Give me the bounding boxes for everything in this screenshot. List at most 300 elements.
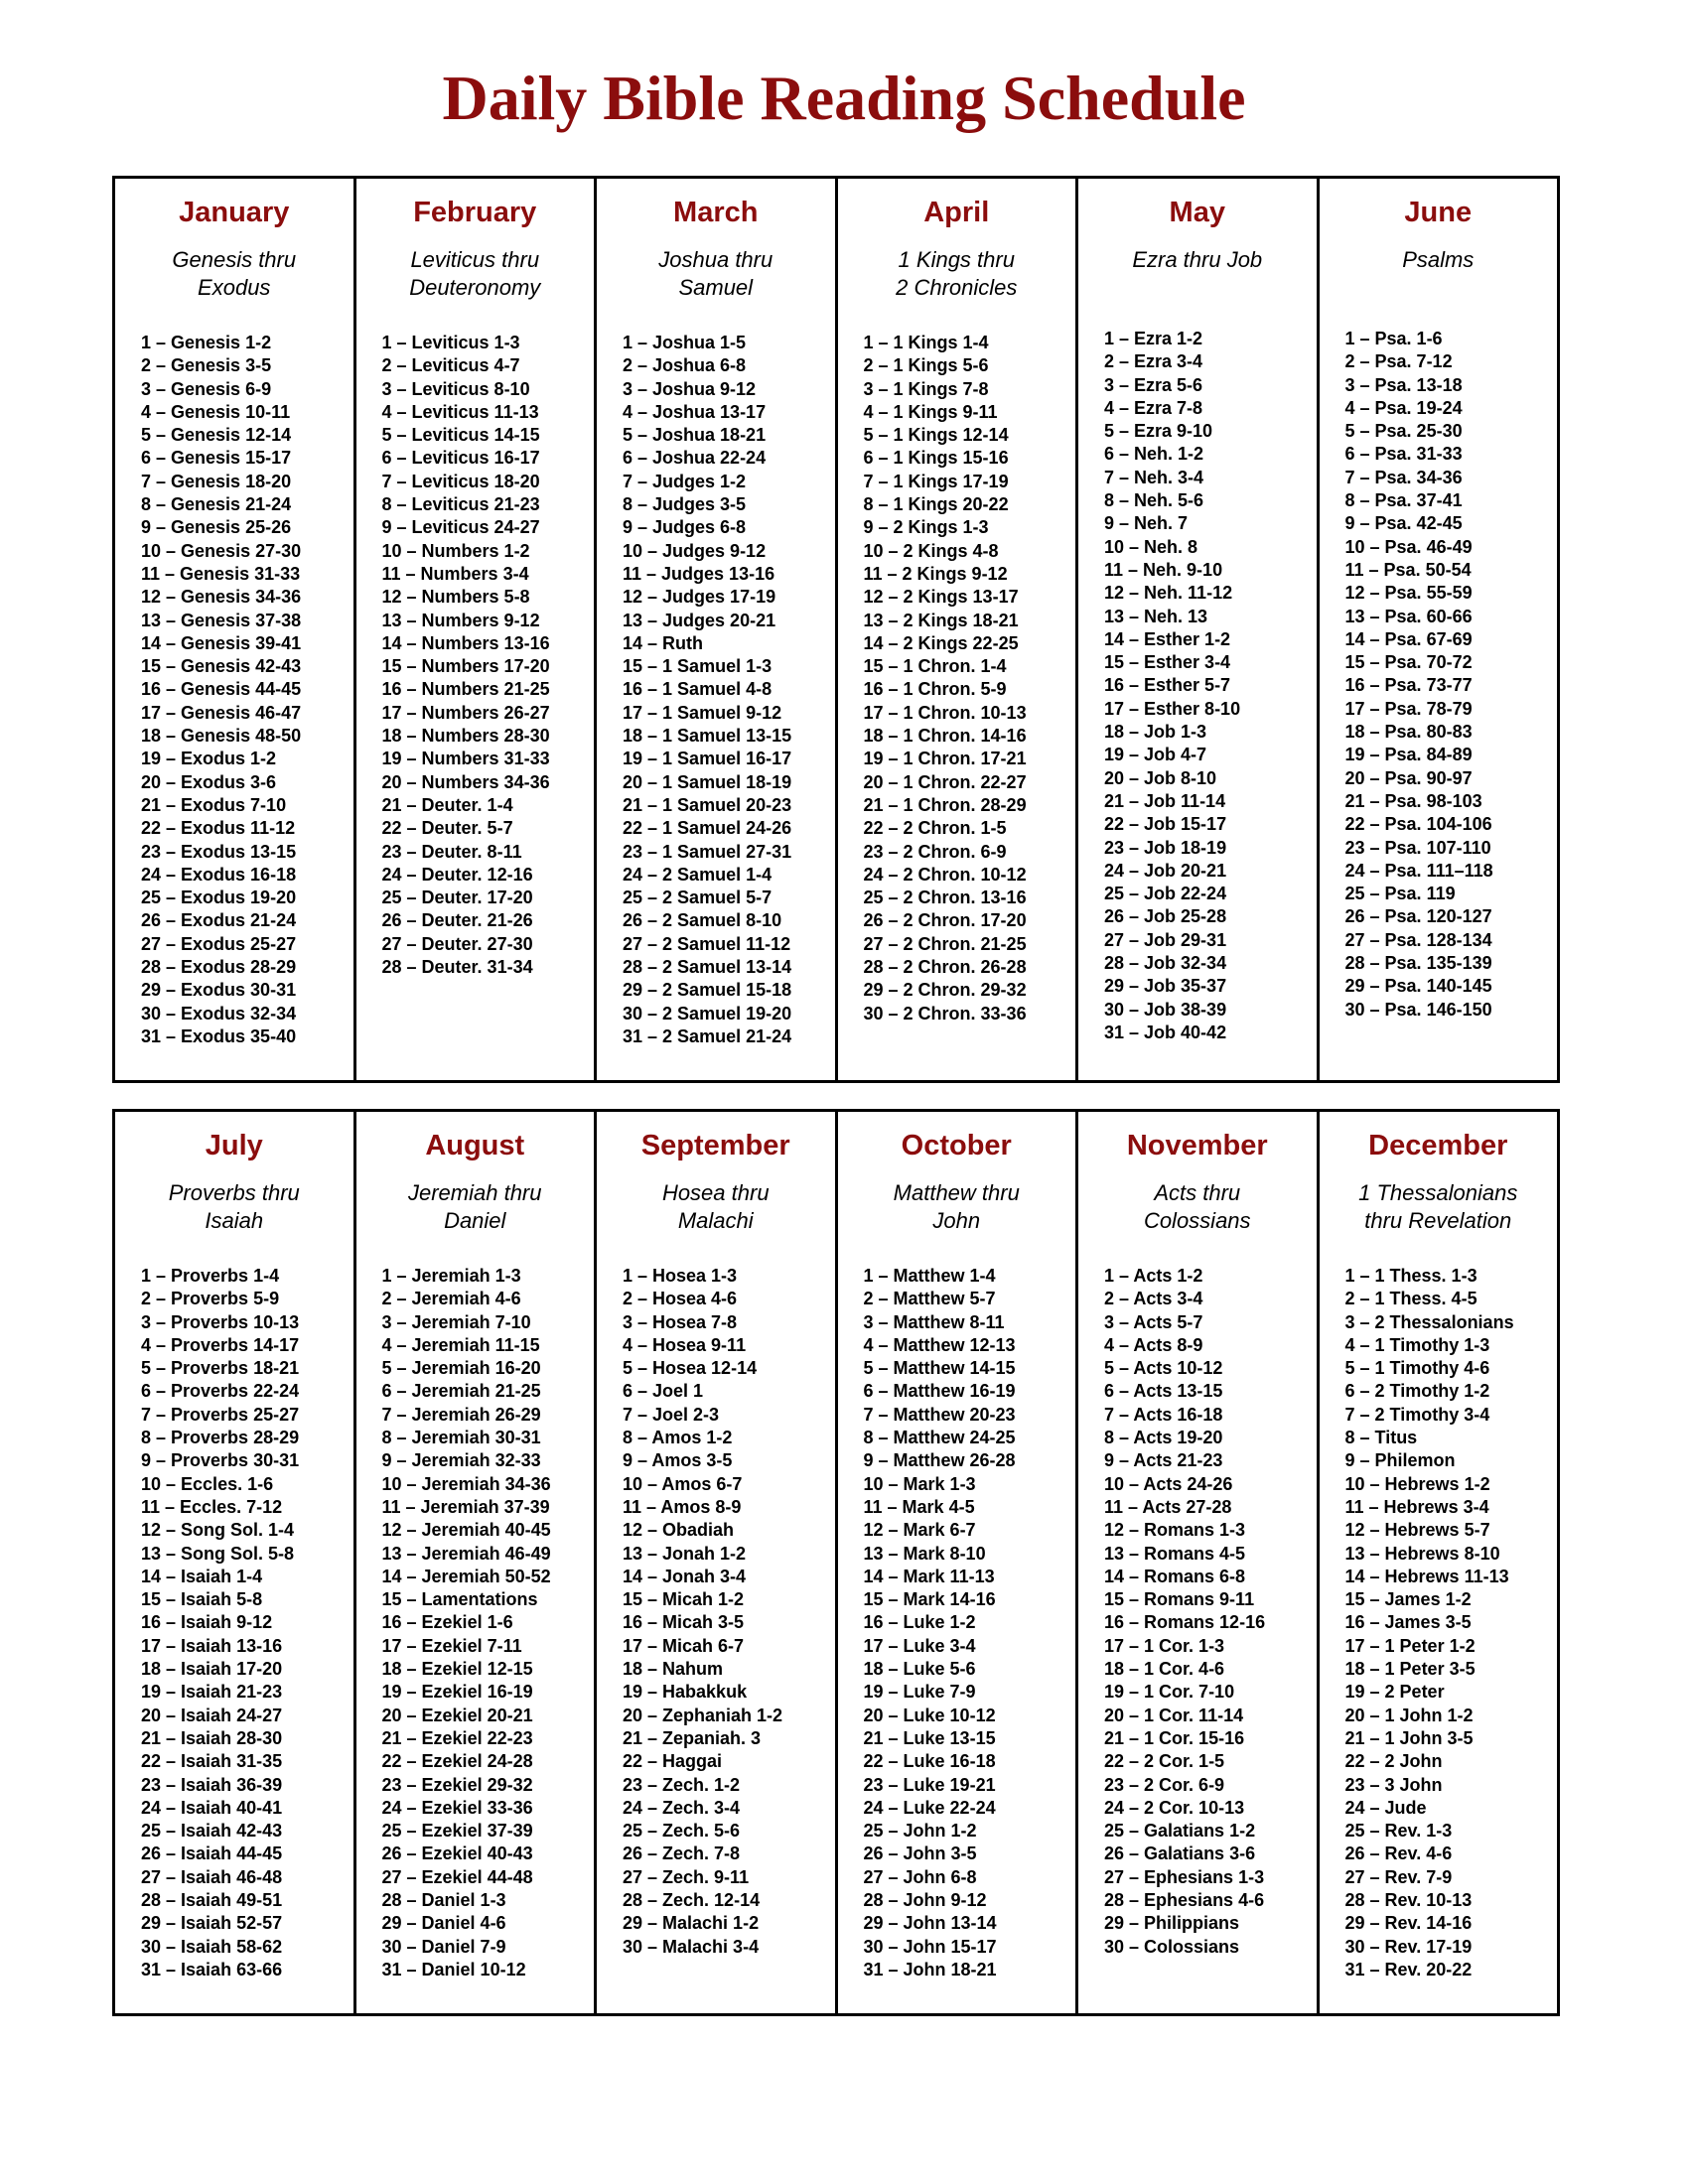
reading-item: 1 – Acts 1-2 <box>1104 1266 1203 1286</box>
reading-item: 27 – Job 29-31 <box>1104 929 1227 950</box>
reading-item: 29 – Daniel 4-6 <box>381 1913 506 1934</box>
reading-item: 8 – Matthew 24-25 <box>863 1428 1016 1448</box>
reading-item: 13 – Judges 20-21 <box>623 610 776 630</box>
month-book-range <box>597 246 835 302</box>
reading-item: 5 – Genesis 12-14 <box>141 425 292 446</box>
reading-item: 9 – 2 Kings 1-3 <box>863 517 989 538</box>
reading-item: 18 – Numbers 28-30 <box>381 726 550 747</box>
book-range-line: Psalms <box>1402 247 1475 272</box>
month-book-range <box>356 1179 595 1235</box>
reading-item: 1 – Jeremiah 1-3 <box>381 1266 521 1286</box>
reading-item: 27 – Exodus 25-27 <box>141 933 297 954</box>
reading-item: 25 – Ezekiel 37-39 <box>381 1821 533 1842</box>
reading-item: 22 – Haggai <box>623 1751 723 1772</box>
reading-item: 21 – 1 Samuel 20-23 <box>623 794 792 815</box>
reading-item: 31 – 2 Samuel 21-24 <box>623 1025 792 1046</box>
reading-item: 26 – Ezekiel 40-43 <box>381 1843 533 1864</box>
reading-item: 8 – Neh. 5-6 <box>1104 490 1204 511</box>
reading-item: 16 – 1 Chron. 5-9 <box>863 679 1007 700</box>
reading-item: 25 – John 1-2 <box>863 1821 977 1842</box>
reading-item: 4 – Genesis 10-11 <box>141 401 291 422</box>
reading-item: 19 – Isaiah 21-23 <box>141 1682 283 1703</box>
reading-item: 29 – Rev. 14-16 <box>1344 1913 1473 1934</box>
reading-item: 20 – Exodus 3-6 <box>141 771 277 792</box>
reading-item: 5 – Psa. 25-30 <box>1344 421 1463 442</box>
month-column-december <box>1320 1112 1558 2013</box>
reading-item: 20 – 1 Cor. 11-14 <box>1104 1705 1244 1725</box>
reading-item: 24 – 2 Chron. 10-12 <box>863 864 1027 885</box>
reading-item: 14 – Romans 6-8 <box>1104 1566 1246 1586</box>
reading-item: 17 – Isaiah 13-16 <box>141 1635 283 1656</box>
reading-item: 2 – 1 Thess. 4-5 <box>1344 1289 1477 1309</box>
reading-item: 26 – 2 Samuel 8-10 <box>623 910 782 931</box>
reading-item: 18 – Genesis 48-50 <box>141 726 302 747</box>
reading-item: 16 – Psa. 73-77 <box>1344 675 1473 696</box>
reading-item: 20 – Luke 10-12 <box>863 1705 996 1725</box>
reading-item: 2 – 1 Kings 5-6 <box>863 355 989 376</box>
reading-item: 29 – Philippians <box>1104 1913 1240 1934</box>
reading-item: 22 – Isaiah 31-35 <box>141 1751 283 1772</box>
reading-item: 10 – Neh. 8 <box>1104 536 1198 557</box>
reading-item: 13 – Psa. 60-66 <box>1344 606 1473 626</box>
reading-item: 29 – Exodus 30-31 <box>141 980 297 1001</box>
reading-item: 7 – 1 Kings 17-19 <box>863 471 1009 491</box>
reading-item: 4 – Ezra 7-8 <box>1104 397 1203 418</box>
reading-item: 1 – Hosea 1-3 <box>623 1266 738 1286</box>
reading-item: 26 – Zech. 7-8 <box>623 1843 741 1864</box>
daily-readings-list <box>1345 1265 1558 1981</box>
reading-item: 18 – Ezekiel 12-15 <box>381 1659 533 1680</box>
reading-item: 13 – Jeremiah 46-49 <box>381 1543 551 1564</box>
reading-item: 17 – Genesis 46-47 <box>141 702 302 723</box>
reading-item: 30 – Malachi 3-4 <box>623 1936 760 1957</box>
reading-item: 12 – Romans 1-3 <box>1104 1520 1246 1541</box>
reading-item: 16 – Numbers 21-25 <box>381 679 550 700</box>
reading-item: 7 – Joel 2-3 <box>623 1404 720 1425</box>
reading-item: 15 – Genesis 42-43 <box>141 656 302 677</box>
month-column-november <box>1078 1112 1320 2013</box>
reading-item: 11 – Judges 13-16 <box>623 563 775 584</box>
reading-item: 1 – 1 Kings 1-4 <box>863 333 989 352</box>
reading-item: 2 – Genesis 3-5 <box>141 355 272 376</box>
book-range-line: Proverbs thru <box>168 1180 300 1205</box>
reading-item: 28 – Ephesians 4-6 <box>1104 1890 1265 1911</box>
reading-item: 27 – Rev. 7-9 <box>1344 1866 1453 1887</box>
reading-item: 29 – 2 Chron. 29-32 <box>863 980 1027 1001</box>
book-range-line: Colossians <box>1143 1208 1251 1233</box>
reading-item: 18 – 1 Samuel 13-15 <box>623 726 792 747</box>
reading-item: 19 – Psa. 84-89 <box>1344 745 1473 765</box>
page-title: Daily Bible Reading Schedule <box>442 63 1246 133</box>
reading-item: 11 – Psa. 50-54 <box>1344 559 1472 580</box>
reading-item: 30 – Isaiah 58-62 <box>141 1936 283 1957</box>
reading-item: 3 – 2 Thessalonians <box>1344 1311 1514 1332</box>
reading-item: 14 – Isaiah 1-4 <box>141 1566 263 1586</box>
reading-item: 16 – Genesis 44-45 <box>141 679 302 700</box>
reading-item: 27 – Ezekiel 44-48 <box>381 1866 533 1887</box>
reading-item: 21 – 1 Chron. 28-29 <box>863 794 1027 815</box>
reading-item: 22 – Luke 16-18 <box>863 1751 996 1772</box>
reading-item: 24 – Jude <box>1344 1797 1427 1818</box>
reading-item: 22 – Job 15-17 <box>1104 814 1227 835</box>
month-column-october <box>838 1112 1079 2013</box>
reading-item: 12 – Psa. 55-59 <box>1344 583 1473 604</box>
reading-item: 24 – Luke 22-24 <box>863 1797 996 1818</box>
schedule-table-first-half <box>112 176 1560 1083</box>
reading-item: 1 – Psa. 1-6 <box>1344 329 1443 348</box>
reading-item: 13 – Neh. 13 <box>1104 606 1208 626</box>
month-name: November <box>1126 1130 1268 1161</box>
reading-item: 2 – Joshua 6-8 <box>623 355 747 376</box>
month-column-september <box>597 1112 838 2013</box>
book-range-line: Joshua thru <box>658 247 774 272</box>
reading-item: 23 – Isaiah 36-39 <box>141 1774 283 1795</box>
reading-item: 6 – Neh. 1-2 <box>1104 444 1204 465</box>
reading-item: 29 – Psa. 140-145 <box>1344 976 1492 997</box>
reading-item: 19 – Job 4-7 <box>1104 745 1207 765</box>
reading-item: 17 – 1 Cor. 1-3 <box>1104 1635 1225 1656</box>
daily-readings-list <box>623 1265 835 1959</box>
reading-item: 20 – Job 8-10 <box>1104 767 1217 788</box>
reading-item: 15 – 1 Chron. 1-4 <box>863 656 1007 677</box>
book-range-line: Jeremiah thru <box>407 1180 542 1205</box>
reading-item: 22 – Exodus 11-12 <box>141 818 296 839</box>
reading-item: 8 – Psa. 37-41 <box>1344 490 1463 511</box>
reading-item: 2 – Proverbs 5-9 <box>141 1289 280 1309</box>
reading-item: 30 – Job 38-39 <box>1104 999 1227 1020</box>
reading-item: 22 – Ezekiel 24-28 <box>381 1751 533 1772</box>
reading-item: 29 – Job 35-37 <box>1104 976 1227 997</box>
reading-item: 9 – Psa. 42-45 <box>1344 513 1463 534</box>
reading-item: 7 – Acts 16-18 <box>1104 1404 1223 1425</box>
reading-item: 7 – 2 Timothy 3-4 <box>1344 1404 1490 1425</box>
reading-item: 12 – Genesis 34-36 <box>141 587 302 608</box>
reading-item: 24 – Exodus 16-18 <box>141 864 297 885</box>
reading-item: 17 – 1 Chron. 10-13 <box>863 702 1027 723</box>
reading-item: 27 – Deuter. 27-30 <box>381 933 533 954</box>
reading-item: 2 – Hosea 4-6 <box>623 1289 738 1309</box>
reading-item: 19 – Habakkuk <box>623 1682 748 1703</box>
reading-item: 16 – Ezekiel 1-6 <box>381 1612 513 1633</box>
reading-item: 14 – Hebrews 11-13 <box>1344 1566 1509 1586</box>
reading-item: 4 – 1 Kings 9-11 <box>863 401 998 422</box>
reading-item: 2 – Acts 3-4 <box>1104 1289 1203 1309</box>
book-range-line: Deuteronomy <box>409 275 541 300</box>
reading-item: 27 – Psa. 128-134 <box>1344 929 1492 950</box>
reading-item: 8 – Genesis 21-24 <box>141 494 292 515</box>
reading-item: 9 – Neh. 7 <box>1104 513 1189 534</box>
book-range-line: 1 Kings thru <box>898 247 1015 272</box>
reading-item: 30 – 2 Samuel 19-20 <box>623 1003 792 1024</box>
reading-item: 15 – Romans 9-11 <box>1104 1589 1255 1610</box>
reading-item: 23 – Luke 19-21 <box>863 1774 996 1795</box>
reading-item: 10 – Acts 24-26 <box>1104 1473 1233 1494</box>
reading-item: 25 – Galatians 1-2 <box>1104 1821 1256 1842</box>
reading-item: 13 – Numbers 9-12 <box>381 610 540 630</box>
reading-item: 22 – 2 John <box>1344 1751 1443 1772</box>
reading-item: 15 – Micah 1-2 <box>623 1589 745 1610</box>
reading-item: 10 – Genesis 27-30 <box>141 540 302 561</box>
book-range-line: Exodus <box>198 275 271 300</box>
reading-item: 12 – Neh. 11-12 <box>1104 583 1233 604</box>
month-column-june <box>1320 179 1558 1080</box>
reading-item: 26 – Deuter. 21-26 <box>381 910 533 931</box>
reading-item: 13 – Mark 8-10 <box>863 1543 986 1564</box>
reading-item: 3 – Psa. 13-18 <box>1344 374 1463 395</box>
reading-item: 24 – Deuter. 12-16 <box>381 864 533 885</box>
month-book-range <box>1320 1179 1558 1235</box>
reading-item: 30 – Psa. 146-150 <box>1344 999 1492 1020</box>
reading-item: 13 – Genesis 37-38 <box>141 610 302 630</box>
reading-item: 28 – John 9-12 <box>863 1890 987 1911</box>
reading-item: 4 – Leviticus 11-13 <box>381 401 539 422</box>
reading-item: 8 – Amos 1-2 <box>623 1428 733 1448</box>
month-column-july <box>115 1112 356 2013</box>
daily-readings-list <box>382 332 595 979</box>
reading-item: 10 – Jeremiah 34-36 <box>381 1473 551 1494</box>
reading-item: 23 – 2 Cor. 6-9 <box>1104 1774 1225 1795</box>
reading-item: 10 – Amos 6-7 <box>623 1473 743 1494</box>
reading-item: 11 – Mark 4-5 <box>863 1496 975 1517</box>
reading-item: 1 – 1 Thess. 1-3 <box>1344 1266 1477 1286</box>
reading-item: 13 – Hebrews 8-10 <box>1344 1543 1500 1564</box>
reading-item: 5 – 1 Timothy 4-6 <box>1344 1358 1490 1379</box>
month-column-february <box>356 179 598 1080</box>
daily-readings-list <box>623 332 835 1048</box>
reading-item: 30 – Exodus 32-34 <box>141 1003 297 1024</box>
reading-item: 10 – Eccles. 1-6 <box>141 1473 274 1494</box>
reading-item: 12 – Jeremiah 40-45 <box>381 1520 551 1541</box>
reading-item: 8 – Jeremiah 30-31 <box>381 1428 541 1448</box>
reading-item: 12 – Judges 17-19 <box>623 587 776 608</box>
reading-item: 31 – Exodus 35-40 <box>141 1025 297 1046</box>
reading-item: 22 – 1 Samuel 24-26 <box>623 818 792 839</box>
reading-item: 29 – Malachi 1-2 <box>623 1913 760 1934</box>
reading-item: 23 – Deuter. 8-11 <box>381 841 522 862</box>
reading-item: 5 – Joshua 18-21 <box>623 425 767 446</box>
month-name: August <box>425 1130 525 1161</box>
reading-item: 8 – Leviticus 21-23 <box>381 494 540 515</box>
book-range-line: thru Revelation <box>1364 1208 1512 1233</box>
reading-item: 2 – Ezra 3-4 <box>1104 351 1203 372</box>
reading-item: 23 – Zech. 1-2 <box>623 1774 741 1795</box>
reading-item: 15 – 1 Samuel 1-3 <box>623 656 773 677</box>
reading-item: 4 – 1 Timothy 1-3 <box>1344 1334 1490 1355</box>
book-range-line: Ezra thru Job <box>1132 247 1263 272</box>
month-name: February <box>413 197 537 228</box>
reading-item: 28 – Rev. 10-13 <box>1344 1890 1473 1911</box>
reading-item: 29 – Isaiah 52-57 <box>141 1913 283 1934</box>
reading-item: 12 – Song Sol. 1-4 <box>141 1520 295 1541</box>
reading-item: 26 – Job 25-28 <box>1104 906 1227 927</box>
reading-item: 25 – Job 22-24 <box>1104 884 1227 904</box>
reading-item: 28 – Exodus 28-29 <box>141 957 297 978</box>
month-name: January <box>179 197 290 228</box>
reading-item: 9 – Amos 3-5 <box>623 1450 733 1471</box>
reading-item: 17 – Micah 6-7 <box>623 1635 745 1656</box>
reading-item: 20 – 1 Samuel 18-19 <box>623 771 792 792</box>
reading-item: 16 – Esther 5-7 <box>1104 675 1231 696</box>
reading-item: 19 – Numbers 31-33 <box>381 749 550 769</box>
reading-item: 7 – Neh. 3-4 <box>1104 467 1204 487</box>
reading-item: 14 – Jeremiah 50-52 <box>381 1566 551 1586</box>
reading-item: 23 – Ezekiel 29-32 <box>381 1774 533 1795</box>
reading-item: 28 – 2 Chron. 26-28 <box>863 957 1027 978</box>
reading-item: 31 – John 18-21 <box>863 1959 997 1979</box>
reading-item: 26 – Exodus 21-24 <box>141 910 297 931</box>
reading-item: 25 – Isaiah 42-43 <box>141 1821 283 1842</box>
month-name: May <box>1169 197 1225 228</box>
reading-item: 4 – Acts 8-9 <box>1104 1334 1203 1355</box>
reading-item: 28 – Psa. 135-139 <box>1344 953 1492 974</box>
book-range-line: 2 Chronicles <box>896 275 1018 300</box>
reading-item: 7 – Judges 1-2 <box>623 471 747 491</box>
reading-item: 26 – Isaiah 44-45 <box>141 1843 283 1864</box>
reading-item: 24 – Ezekiel 33-36 <box>381 1797 533 1818</box>
reading-item: 3 – 1 Kings 7-8 <box>863 378 989 399</box>
reading-item: 1 – Matthew 1-4 <box>863 1266 996 1286</box>
reading-item: 16 – James 3-5 <box>1344 1612 1472 1633</box>
book-range-line: Daniel <box>444 1208 506 1233</box>
reading-item: 23 – 3 John <box>1344 1774 1443 1795</box>
reading-item: 6 – Joshua 22-24 <box>623 448 767 469</box>
reading-item: 14 – Esther 1-2 <box>1104 628 1231 649</box>
reading-item: 9 – Leviticus 24-27 <box>381 517 540 538</box>
month-book-range <box>1078 246 1317 302</box>
reading-item: 18 – Isaiah 17-20 <box>141 1659 283 1680</box>
reading-item: 3 – Proverbs 10-13 <box>141 1311 300 1332</box>
reading-item: 21 – Deuter. 1-4 <box>381 794 513 815</box>
month-name: June <box>1404 197 1473 228</box>
reading-item: 9 – Judges 6-8 <box>623 517 747 538</box>
reading-item: 17 – 1 Peter 1-2 <box>1344 1635 1476 1656</box>
reading-item: 14 – Mark 11-13 <box>863 1566 995 1586</box>
reading-item: 19 – Exodus 1-2 <box>141 749 277 769</box>
reading-item: 1 – Ezra 1-2 <box>1104 329 1203 348</box>
reading-item: 5 – 1 Kings 12-14 <box>863 425 1009 446</box>
reading-item: 10 – Judges 9-12 <box>623 540 767 561</box>
reading-item: 10 – 2 Kings 4-8 <box>863 540 999 561</box>
reading-item: 8 – Titus <box>1344 1428 1418 1448</box>
reading-item: 4 – Jeremiah 11-15 <box>381 1334 540 1355</box>
reading-item: 3 – Jeremiah 7-10 <box>381 1311 531 1332</box>
reading-item: 28 – Daniel 1-3 <box>381 1890 506 1911</box>
reading-item: 22 – Deuter. 5-7 <box>381 818 513 839</box>
reading-item: 11 – Eccles. 7-12 <box>141 1496 283 1517</box>
book-range-line: Samuel <box>678 275 754 300</box>
reading-item: 5 – Matthew 14-15 <box>863 1358 1016 1379</box>
schedule-table-second-half <box>112 1109 1560 2016</box>
reading-item: 25 – Psa. 119 <box>1344 884 1456 904</box>
reading-item: 18 – Nahum <box>623 1659 724 1680</box>
reading-item: 26 – 2 Chron. 17-20 <box>863 910 1027 931</box>
reading-item: 10 – Mark 1-3 <box>863 1473 976 1494</box>
month-name: March <box>673 197 759 228</box>
reading-item: 29 – John 13-14 <box>863 1913 997 1934</box>
reading-item: 6 – Leviticus 16-17 <box>381 448 540 469</box>
reading-item: 30 – 2 Chron. 33-36 <box>863 1003 1027 1024</box>
reading-item: 30 – Colossians <box>1104 1936 1240 1957</box>
reading-item: 9 – Acts 21-23 <box>1104 1450 1223 1471</box>
month-column-april <box>838 179 1079 1080</box>
reading-item: 17 – Numbers 26-27 <box>381 702 550 723</box>
reading-item: 19 – 1 Samuel 16-17 <box>623 749 792 769</box>
reading-item: 9 – Philemon <box>1344 1450 1456 1471</box>
book-range-line: Acts thru <box>1154 1180 1241 1205</box>
reading-item: 18 – 1 Peter 3-5 <box>1344 1659 1476 1680</box>
reading-item: 21 – 1 John 3-5 <box>1344 1727 1474 1748</box>
reading-item: 17 – Esther 8-10 <box>1104 698 1241 719</box>
reading-item: 12 – Mark 6-7 <box>863 1520 976 1541</box>
reading-item: 16 – Luke 1-2 <box>863 1612 976 1633</box>
daily-readings-list <box>1104 328 1317 1044</box>
reading-item: 14 – Genesis 39-41 <box>141 632 302 653</box>
reading-item: 3 – Matthew 8-11 <box>863 1311 1005 1332</box>
reading-item: 21 – Psa. 98-103 <box>1344 790 1482 811</box>
reading-item: 14 – Numbers 13-16 <box>381 632 550 653</box>
month-book-range <box>597 1179 835 1235</box>
reading-item: 2 – Psa. 7-12 <box>1344 351 1453 372</box>
reading-item: 24 – 2 Cor. 10-13 <box>1104 1797 1245 1818</box>
reading-item: 11 – Numbers 3-4 <box>381 563 529 584</box>
book-range-line: Malachi <box>677 1208 754 1233</box>
reading-item: 21 – Ezekiel 22-23 <box>381 1727 533 1748</box>
reading-item: 8 – Acts 19-20 <box>1104 1428 1223 1448</box>
reading-item: 3 – Leviticus 8-10 <box>381 378 530 399</box>
reading-item: 21 – Exodus 7-10 <box>141 794 287 815</box>
reading-item: 28 – Job 32-34 <box>1104 953 1227 974</box>
reading-item: 12 – Obadiah <box>623 1520 735 1541</box>
reading-item: 31 – Daniel 10-12 <box>381 1959 526 1979</box>
month-book-range <box>838 1179 1076 1235</box>
reading-item: 11 – Acts 27-28 <box>1104 1496 1232 1517</box>
reading-item: 19 – 1 Cor. 7-10 <box>1104 1682 1235 1703</box>
reading-item: 11 – Amos 8-9 <box>623 1496 742 1517</box>
reading-item: 23 – 2 Chron. 6-9 <box>863 841 1007 862</box>
month-column-may <box>1078 179 1320 1080</box>
reading-item: 22 – 2 Chron. 1-5 <box>863 818 1007 839</box>
daily-readings-list <box>141 1265 353 1981</box>
reading-item: 21 – Job 11-14 <box>1104 790 1226 811</box>
reading-item: 11 – Genesis 31-33 <box>141 563 301 584</box>
reading-item: 4 – Joshua 13-17 <box>623 401 767 422</box>
reading-item: 24 – Job 20-21 <box>1104 860 1227 881</box>
reading-item: 23 – Job 18-19 <box>1104 837 1227 858</box>
reading-item: 21 – Isaiah 28-30 <box>141 1727 283 1748</box>
book-range-line: John <box>932 1208 981 1233</box>
reading-item: 11 – Hebrews 3-4 <box>1344 1496 1489 1517</box>
reading-item: 27 – 2 Samuel 11-12 <box>623 933 791 954</box>
reading-item: 27 – Ephesians 1-3 <box>1104 1866 1265 1887</box>
reading-item: 20 – Ezekiel 20-21 <box>381 1705 533 1725</box>
reading-item: 22 – Psa. 104-106 <box>1344 814 1492 835</box>
reading-item: 15 – Isaiah 5-8 <box>141 1589 263 1610</box>
reading-item: 6 – Proverbs 22-24 <box>141 1381 300 1402</box>
reading-item: 20 – Numbers 34-36 <box>381 771 550 792</box>
reading-item: 3 – Acts 5-7 <box>1104 1311 1203 1332</box>
reading-item: 3 – Joshua 9-12 <box>623 378 757 399</box>
reading-item: 2 – Leviticus 4-7 <box>381 355 520 376</box>
reading-item: 23 – Exodus 13-15 <box>141 841 297 862</box>
reading-item: 20 – Zephaniah 1-2 <box>623 1705 783 1725</box>
reading-item: 21 – Zepaniah. 3 <box>623 1727 762 1748</box>
reading-item: 15 – Psa. 70-72 <box>1344 652 1473 673</box>
reading-item: 24 – Isaiah 40-41 <box>141 1797 283 1818</box>
reading-item: 20 – Psa. 90-97 <box>1344 767 1473 788</box>
reading-item: 6 – 1 Kings 15-16 <box>863 448 1009 469</box>
reading-item: 18 – Luke 5-6 <box>863 1659 976 1680</box>
reading-item: 6 – Psa. 31-33 <box>1344 444 1463 465</box>
